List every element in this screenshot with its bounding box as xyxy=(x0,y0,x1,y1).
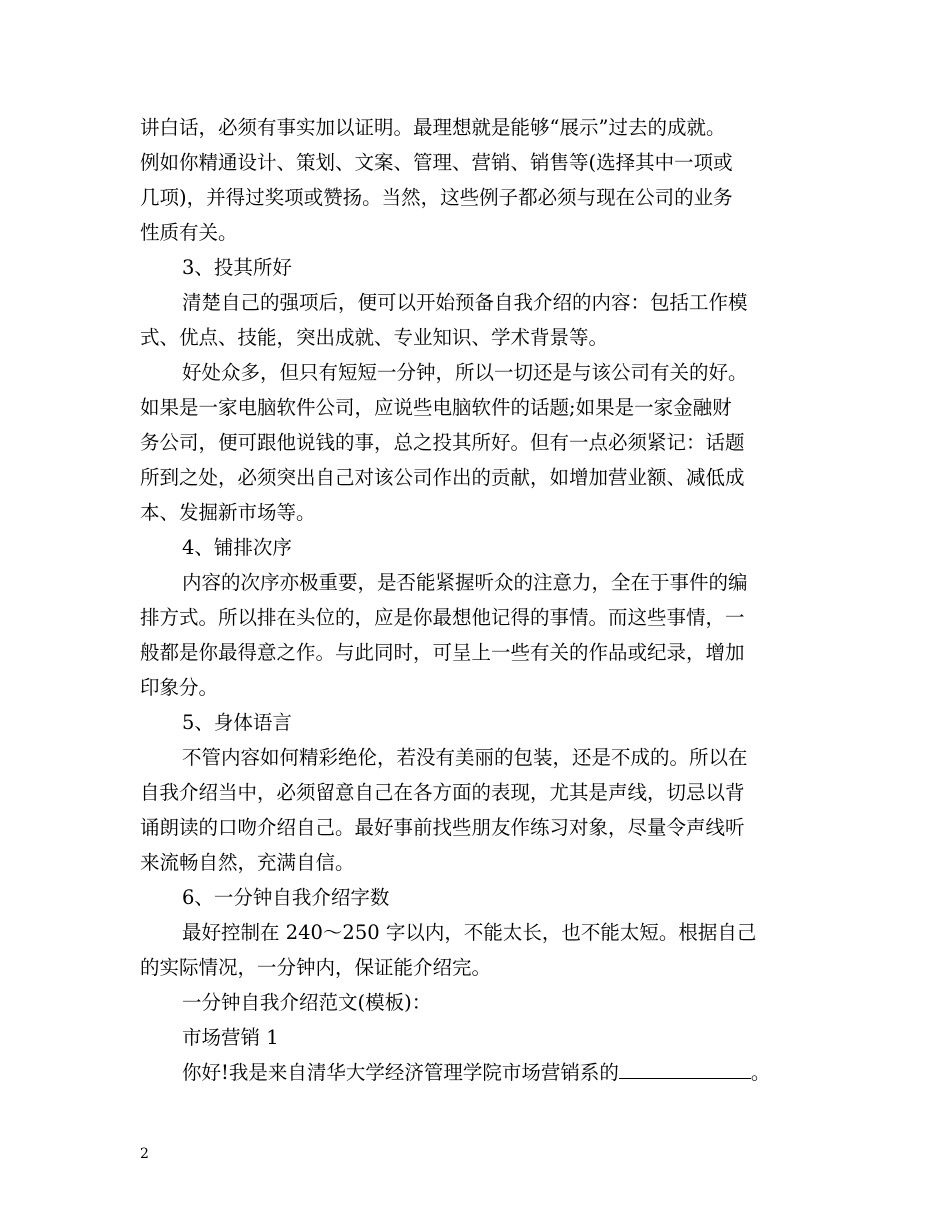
section-heading: 3、投其所好 xyxy=(182,256,292,279)
text-line: 的实际情况，一分钟内，保证能介绍完。 xyxy=(140,956,492,979)
text-line: 最好控制在 240～250 字以内，不能太长，也不能太短。根据自己 xyxy=(182,921,757,944)
text-line: 务公司，便可跟他说钱的事，总之投其所好。但有一点必须紧记：话题 xyxy=(140,431,745,454)
sample-first-line xyxy=(140,1055,820,1090)
page-number: 2 xyxy=(140,1146,149,1162)
text-line: 般都是你最得意之作。与此同时，可呈上一些有关的作品或纪录，增加 xyxy=(140,641,745,664)
text-line: 性质有关。 xyxy=(140,221,238,244)
section-heading: 4、铺排次序 xyxy=(182,536,292,559)
text-line: 本、发掘新市场等。 xyxy=(140,501,316,524)
text-line: 内容的次序亦极重要，是否能紧握听众的注意力，全在于事件的编 xyxy=(182,571,748,594)
text-line: 排方式。所以排在头位的，应是你最想他记得的事情。而这些事情，一 xyxy=(140,606,745,629)
text-line: 式、优点、技能，突出成就、专业知识、学术背景等。 xyxy=(140,326,609,349)
text-line: 好处众多，但只有短短一分钟，所以一切还是与该公司有关的好。 xyxy=(182,361,748,384)
fill-in-blank xyxy=(619,1056,751,1079)
section-heading: 6、一分钟自我介绍字数 xyxy=(182,886,390,909)
text-line: 讲白话，必须有事实加以证明。最理想就是能够“展示”过去的成就。 xyxy=(140,116,726,139)
text-line: 几项)，并得过奖项或赞扬。当然，这些例子都必须与现在公司的业务 xyxy=(140,186,733,209)
text-line: 印象分。 xyxy=(140,676,219,699)
text-line: 自我介绍当中，必须留意自己在各方面的表现，尤其是声线，切忌以背 xyxy=(140,781,745,804)
text-line: 如果是一家电脑软件公司，应说些电脑软件的话题;如果是一家金融财 xyxy=(140,396,732,419)
text-line: 例如你精通设计、策划、文案、管理、营销、销售等(选择其中一项或 xyxy=(140,151,733,174)
template-heading: 一分钟自我介绍范文(模板)： xyxy=(182,991,432,1014)
text-line: 诵朗读的口吻介绍自己。最好事前找些朋友作练习对象，尽量令声线听 xyxy=(140,816,745,839)
sample-text: 你好!我是来自清华大学经济管理学院市场营销系的 xyxy=(182,1061,619,1084)
text-line: 来流畅自然，充满自信。 xyxy=(140,851,355,874)
sample-title: 市场营销 1 xyxy=(182,1026,279,1049)
text-line: 清楚自己的强项后，便可以开始预备自我介绍的内容：包括工作模 xyxy=(182,291,748,314)
section-heading: 5、身体语言 xyxy=(182,711,292,734)
text-line: 不管内容如何精彩绝伦，若没有美丽的包装，还是不成的。所以在 xyxy=(182,746,748,769)
document-body xyxy=(140,110,820,1090)
sample-text-end: 。 xyxy=(750,1061,771,1084)
text-line: 所到之处，必须突出自己对该公司作出的贡献，如增加营业额、减低成 xyxy=(140,466,745,489)
